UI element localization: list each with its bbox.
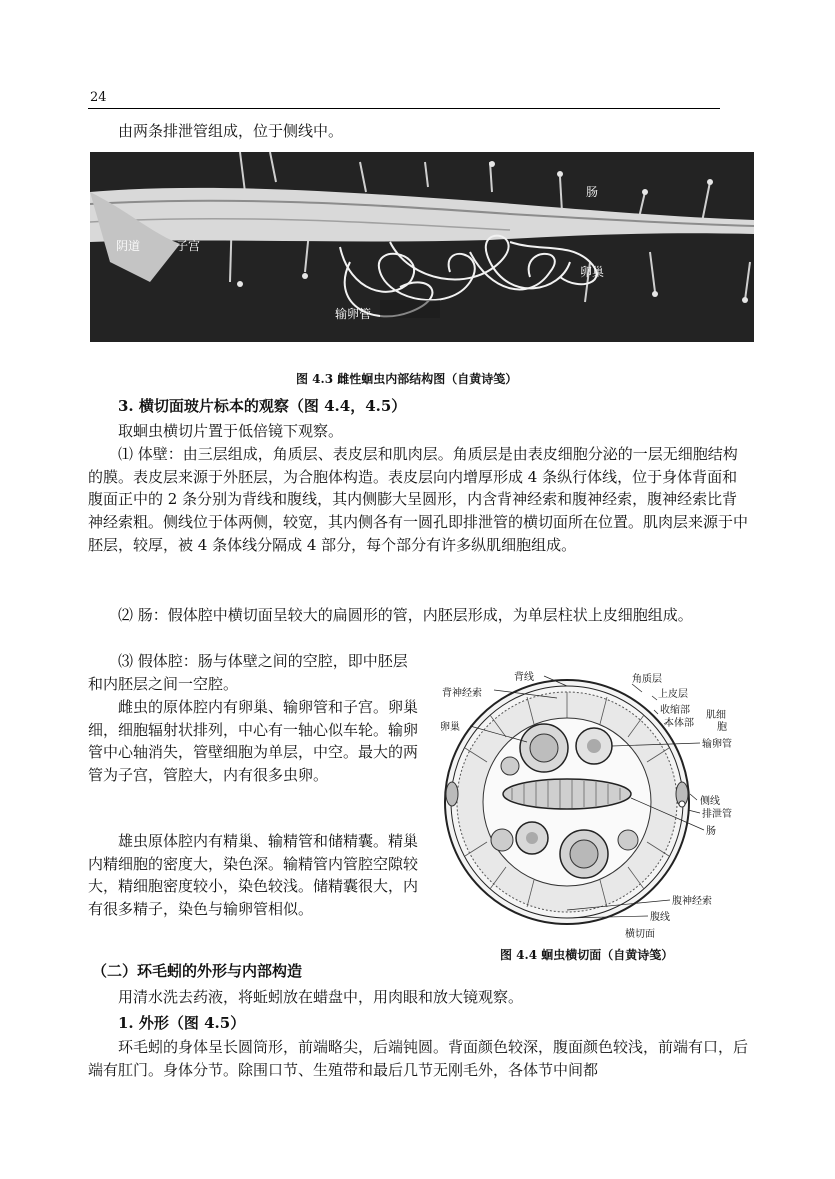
paragraph-body-wall: ⑴ 体壁：由三层组成，角质层、表皮层和肌肉层。角质层是由表皮细胞分泌的一层无细胞结构的膜。表皮层来源于外胚层，为合胞体构造。表皮层向内增厚形成 4 条纵行体线，位于身体背面和腹面正中的 2 条分别为背线和腹线，其内侧膨大呈圆形，内含背神经索和腹神经索，腹神经索比背神经索粗。侧线位于体两侧，较宽，其内侧各有一圆孔即排泄管的横切面所在位置。肌肉层来源于中胚层，较厚，被 4 条体线分隔成 4 部分，每个部分有许多纵肌细胞组成。 [88, 445, 749, 554]
paragraph-male-cavity: 雄虫原体腔内有精巢、输精管和储精囊。精巢内精细胞的密度大，染色深。输精管内管腔空隙较大，精细胞密度较小，染色较浅。储精囊很大，内有很多精子，染色与输卵管相似。 [88, 832, 419, 919]
label-ovary: 卵巢 [440, 722, 460, 733]
label-ventral-line: 腹线 [650, 912, 670, 923]
label-lateral-line: 侧线 [700, 796, 720, 807]
label-intestine: 肠 [586, 185, 599, 199]
label-contractile: 收缩部 [660, 705, 690, 716]
label-muscle-cell-a: 肌细 [706, 710, 726, 721]
label-uterus: 子宫 [176, 239, 201, 253]
label-ovary: 卵巢 [580, 265, 605, 279]
section-2-1-heading: 1. 外形（图 4.5） [118, 1014, 246, 1032]
paragraph-pseudocoel: ⑶ 假体腔：肠与体壁之间的空腔，即中胚层和内胚层之间一空腔。 [88, 652, 408, 693]
section-3-intro: 取蛔虫横切片置于低倍镜下观察。 [118, 422, 344, 440]
label-excretory: 排泄管 [702, 809, 732, 820]
section-3-heading: 3. 横切面玻片标本的观察（图 4.4，4.5） [118, 397, 407, 415]
label-dorsal-line: 背线 [514, 672, 534, 683]
label-dorsal-nerve: 背神经索 [442, 688, 482, 699]
paragraph-external-form: 环毛蚓的身体呈长圆筒形，前端略尖，后端钝圆。背面颜色较深，腹面颜色较浅，前端有口，后端有肛门。身体分节。除围口节、生殖带和最后几节无刚毛外，各体节中间都 [88, 1038, 749, 1079]
figure-4-3-photo [90, 152, 754, 342]
label-oviduct: 输卵管 [702, 739, 732, 750]
header-rule [88, 108, 720, 109]
label-ventral-nerve: 腹神经索 [672, 896, 712, 907]
section-2-intro: 用清水洗去药液，将蚯蚓放在蜡盘中，用肉眼和放大镜观察。 [118, 988, 524, 1006]
label-vagina: 阴道 [116, 239, 141, 253]
label-oviduct: 输卵管 [335, 307, 372, 321]
label-intestine: 肠 [706, 826, 716, 837]
label-cuticle: 角质层 [632, 674, 662, 685]
label-epidermis: 上皮层 [658, 689, 688, 700]
figure-4-4-caption: 图 4.4 蛔虫横切面（自黄诗笺） [500, 948, 674, 962]
label-cell-body: 本体部 [664, 718, 694, 729]
label-muscle-cell-b: 胞 [717, 722, 727, 733]
section-2-heading: （二）环毛蚓的外形与内部构造 [92, 962, 303, 980]
paragraph-intestine: ⑵ 肠：假体腔中横切面呈较大的扁圆形的管，内胚层形成，为单层柱状上皮细胞组成。 [118, 606, 693, 624]
page-number: 24 [90, 90, 107, 105]
label-section-title: 横切面 [625, 929, 655, 940]
figure-4-3-caption: 图 4.3 雌性蛔虫内部结构图（自黄诗笺） [296, 372, 518, 386]
paragraph-female-cavity: 雌虫的原体腔内有卵巢、输卵管和子宫。卵巢细，细胞辐射状排列，中心有一轴心似车轮。输卵管中心轴消失，管壁细胞为单层，中空。最大的两管为子宫，管腔大，内有很多虫卵。 [88, 698, 419, 785]
paragraph-excretory-intro: 由两条排泄管组成，位于侧线中。 [118, 122, 344, 140]
figure-4-4-diagram [432, 670, 762, 942]
